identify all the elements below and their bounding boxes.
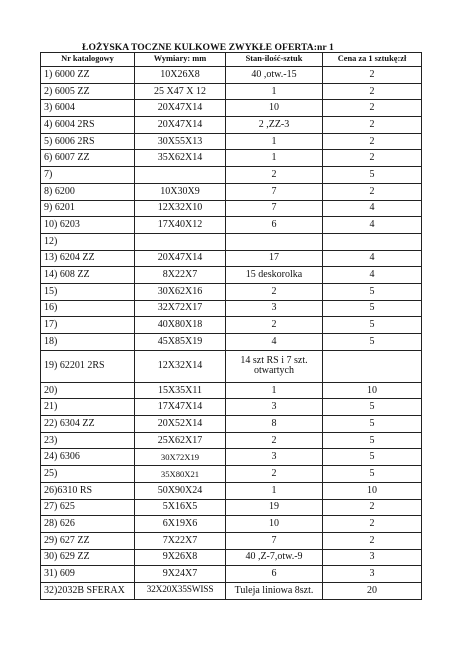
price-cell: 5 xyxy=(323,399,422,416)
dimensions-cell: 17X47X14 xyxy=(135,399,226,416)
dimensions-cell: 12X32X10 xyxy=(135,200,226,217)
catalog-number-cell: 5) 6006 2RS xyxy=(41,133,135,150)
price-cell: 2 xyxy=(323,100,422,117)
stock-cell: 1 xyxy=(226,83,323,100)
table-row xyxy=(41,432,422,449)
dimensions-cell: 7X22X7 xyxy=(135,532,226,549)
stock-cell: 7 xyxy=(226,532,323,549)
dimensions-cell: 20X47X14 xyxy=(135,250,226,267)
table-row xyxy=(41,532,422,549)
price-cell: 3 xyxy=(323,549,422,566)
stock-cell: 6 xyxy=(226,566,323,583)
header-row xyxy=(41,53,422,67)
catalog-number-cell: 26)6310 RS xyxy=(41,482,135,499)
price-cell xyxy=(323,350,422,382)
catalog-number-cell: 13) 6204 ZZ xyxy=(41,250,135,267)
dimensions-cell: 30X55X13 xyxy=(135,133,226,150)
catalog-number-cell: 15) xyxy=(41,283,135,300)
table-row xyxy=(41,217,422,234)
catalog-number-cell: 31) 609 xyxy=(41,566,135,583)
catalog-number-cell: 22) 6304 ZZ xyxy=(41,416,135,433)
price-cell: 2 xyxy=(323,532,422,549)
header-dimensions: Wymiary: mm xyxy=(135,53,226,67)
catalog-number-cell: 18) xyxy=(41,334,135,351)
stock-cell: 15 deskorolka xyxy=(226,267,323,284)
dimensions-cell: 32X72X17 xyxy=(135,300,226,317)
catalog-number-cell: 20) xyxy=(41,382,135,399)
stock-cell: 19 xyxy=(226,499,323,516)
price-cell: 2 xyxy=(323,499,422,516)
price-cell: 5 xyxy=(323,432,422,449)
catalog-number-cell: 32)2032B SFERAX xyxy=(41,582,135,599)
table-row xyxy=(41,83,422,100)
stock-cell: 1 xyxy=(226,133,323,150)
stock-cell: 1 xyxy=(226,482,323,499)
stock-cell: 14 szt RS i 7 szt. otwartych xyxy=(226,350,323,382)
stock-cell: 2 xyxy=(226,167,323,184)
table-row xyxy=(41,566,422,583)
stock-cell: 4 xyxy=(226,334,323,351)
catalog-number-cell: 19) 62201 2RS xyxy=(41,350,135,382)
catalog-number-cell: 28) 626 xyxy=(41,516,135,533)
table-row xyxy=(41,300,422,317)
dimensions-cell: 20X47X14 xyxy=(135,117,226,134)
price-cell: 2 xyxy=(323,67,422,84)
header-unit-price: Cena za 1 sztukę:zł xyxy=(323,53,422,67)
stock-cell: 17 xyxy=(226,250,323,267)
catalog-number-cell: 29) 627 ZZ xyxy=(41,532,135,549)
catalog-number-cell: 16) xyxy=(41,300,135,317)
table-row xyxy=(41,250,422,267)
dimensions-cell xyxy=(135,167,226,184)
price-cell: 5 xyxy=(323,167,422,184)
bearings-table xyxy=(40,52,422,600)
dimensions-cell: 8X22X7 xyxy=(135,267,226,284)
table-row xyxy=(41,233,422,250)
catalog-number-cell: 21) xyxy=(41,399,135,416)
catalog-number-cell: 24) 6306 xyxy=(41,449,135,466)
stock-cell xyxy=(226,233,323,250)
stock-cell: 2 xyxy=(226,317,323,334)
catalog-number-cell: 14) 608 ZZ xyxy=(41,267,135,284)
dimensions-cell: 10X30X9 xyxy=(135,183,226,200)
table-row xyxy=(41,283,422,300)
catalog-number-cell: 2) 6005 ZZ xyxy=(41,83,135,100)
stock-cell: 3 xyxy=(226,399,323,416)
price-cell: 5 xyxy=(323,416,422,433)
dimensions-cell: 20X52X14 xyxy=(135,416,226,433)
table-row xyxy=(41,466,422,483)
dimensions-cell: 10X26X8 xyxy=(135,67,226,84)
table-row xyxy=(41,482,422,499)
catalog-number-cell: 7) xyxy=(41,167,135,184)
stock-cell: 2 ,ZZ-3 xyxy=(226,117,323,134)
catalog-number-cell: 3) 6004 xyxy=(41,100,135,117)
catalog-number-cell: 4) 6004 2RS xyxy=(41,117,135,134)
catalog-number-cell: 10) 6203 xyxy=(41,217,135,234)
table-row xyxy=(41,117,422,134)
price-cell: 4 xyxy=(323,200,422,217)
table-row xyxy=(41,200,422,217)
table-row xyxy=(41,399,422,416)
header-stock-quantity: Stan-ilość-sztuk xyxy=(226,53,323,67)
stock-cell: 1 xyxy=(226,382,323,399)
table-row xyxy=(41,350,422,382)
stock-cell: 40 ,Z-7,otw.-9 xyxy=(226,549,323,566)
table-row xyxy=(41,67,422,84)
price-cell: 2 xyxy=(323,150,422,167)
header-catalog-number: Nr katalogowy xyxy=(41,53,135,67)
catalog-number-cell: 17) xyxy=(41,317,135,334)
price-cell: 20 xyxy=(323,582,422,599)
stock-cell: 3 xyxy=(226,300,323,317)
stock-cell: 40 ,otw.-15 xyxy=(226,67,323,84)
dimensions-cell: 40X80X18 xyxy=(135,317,226,334)
catalog-number-cell: 6) 6007 ZZ xyxy=(41,150,135,167)
price-cell: 2 xyxy=(323,83,422,100)
dimensions-cell: 30X72X19 xyxy=(135,449,226,466)
table-row xyxy=(41,382,422,399)
price-cell: 5 xyxy=(323,300,422,317)
dimensions-cell: 17X40X12 xyxy=(135,217,226,234)
catalog-number-cell: 30) 629 ZZ xyxy=(41,549,135,566)
stock-cell: 2 xyxy=(226,432,323,449)
dimensions-cell: 30X62X16 xyxy=(135,283,226,300)
dimensions-cell: 15X35X11 xyxy=(135,382,226,399)
dimensions-cell xyxy=(135,233,226,250)
table-row xyxy=(41,317,422,334)
dimensions-cell: 32X20X35SWISS xyxy=(135,582,226,599)
catalog-number-cell: 1) 6000 ZZ xyxy=(41,67,135,84)
price-cell: 10 xyxy=(323,482,422,499)
price-cell: 2 xyxy=(323,133,422,150)
dimensions-cell: 50X90X24 xyxy=(135,482,226,499)
price-cell: 2 xyxy=(323,117,422,134)
table-row xyxy=(41,267,422,284)
stock-cell: 6 xyxy=(226,217,323,234)
price-cell: 5 xyxy=(323,317,422,334)
catalog-number-cell: 23) xyxy=(41,432,135,449)
table-row xyxy=(41,516,422,533)
table-row xyxy=(41,416,422,433)
dimensions-cell: 35X62X14 xyxy=(135,150,226,167)
dimensions-cell: 5X16X5 xyxy=(135,499,226,516)
table-row xyxy=(41,582,422,599)
price-cell: 4 xyxy=(323,217,422,234)
table-row xyxy=(41,100,422,117)
stock-cell: 3 xyxy=(226,449,323,466)
table-body xyxy=(41,67,422,600)
catalog-number-cell: 27) 625 xyxy=(41,499,135,516)
price-cell: 5 xyxy=(323,334,422,351)
dimensions-cell: 9X24X7 xyxy=(135,566,226,583)
price-cell: 5 xyxy=(323,449,422,466)
dimensions-cell: 9X26X8 xyxy=(135,549,226,566)
price-cell: 5 xyxy=(323,283,422,300)
price-cell: 2 xyxy=(323,516,422,533)
table-row xyxy=(41,133,422,150)
table-row xyxy=(41,334,422,351)
stock-cell: 2 xyxy=(226,283,323,300)
price-cell: 4 xyxy=(323,250,422,267)
stock-cell: 8 xyxy=(226,416,323,433)
dimensions-cell: 45X85X19 xyxy=(135,334,226,351)
stock-cell: Tuleja liniowa 8szt. xyxy=(226,582,323,599)
dimensions-cell: 25X62X17 xyxy=(135,432,226,449)
stock-cell: 10 xyxy=(226,100,323,117)
table-row xyxy=(41,549,422,566)
table-row xyxy=(41,167,422,184)
document-title: ŁOŻYSKA TOCZNE KULKOWE ZWYKŁE OFERTA:nr 1 xyxy=(82,42,334,53)
stock-cell: 7 xyxy=(226,200,323,217)
catalog-number-cell: 8) 6200 xyxy=(41,183,135,200)
dimensions-cell: 12X32X14 xyxy=(135,350,226,382)
dimensions-cell: 6X19X6 xyxy=(135,516,226,533)
catalog-number-cell: 9) 6201 xyxy=(41,200,135,217)
dimensions-cell: 35X80X21 xyxy=(135,466,226,483)
stock-cell: 2 xyxy=(226,466,323,483)
price-cell: 2 xyxy=(323,183,422,200)
stock-cell: 10 xyxy=(226,516,323,533)
table-row xyxy=(41,499,422,516)
price-cell: 5 xyxy=(323,466,422,483)
stock-cell: 7 xyxy=(226,183,323,200)
dimensions-cell: 20X47X14 xyxy=(135,100,226,117)
price-cell: 3 xyxy=(323,566,422,583)
price-cell xyxy=(323,233,422,250)
dimensions-cell: 25 X47 X 12 xyxy=(135,83,226,100)
catalog-number-cell: 25) xyxy=(41,466,135,483)
price-cell: 10 xyxy=(323,382,422,399)
table-row xyxy=(41,183,422,200)
table-row xyxy=(41,150,422,167)
catalog-number-cell: 12) xyxy=(41,233,135,250)
stock-cell: 1 xyxy=(226,150,323,167)
price-cell: 4 xyxy=(323,267,422,284)
table-row xyxy=(41,449,422,466)
